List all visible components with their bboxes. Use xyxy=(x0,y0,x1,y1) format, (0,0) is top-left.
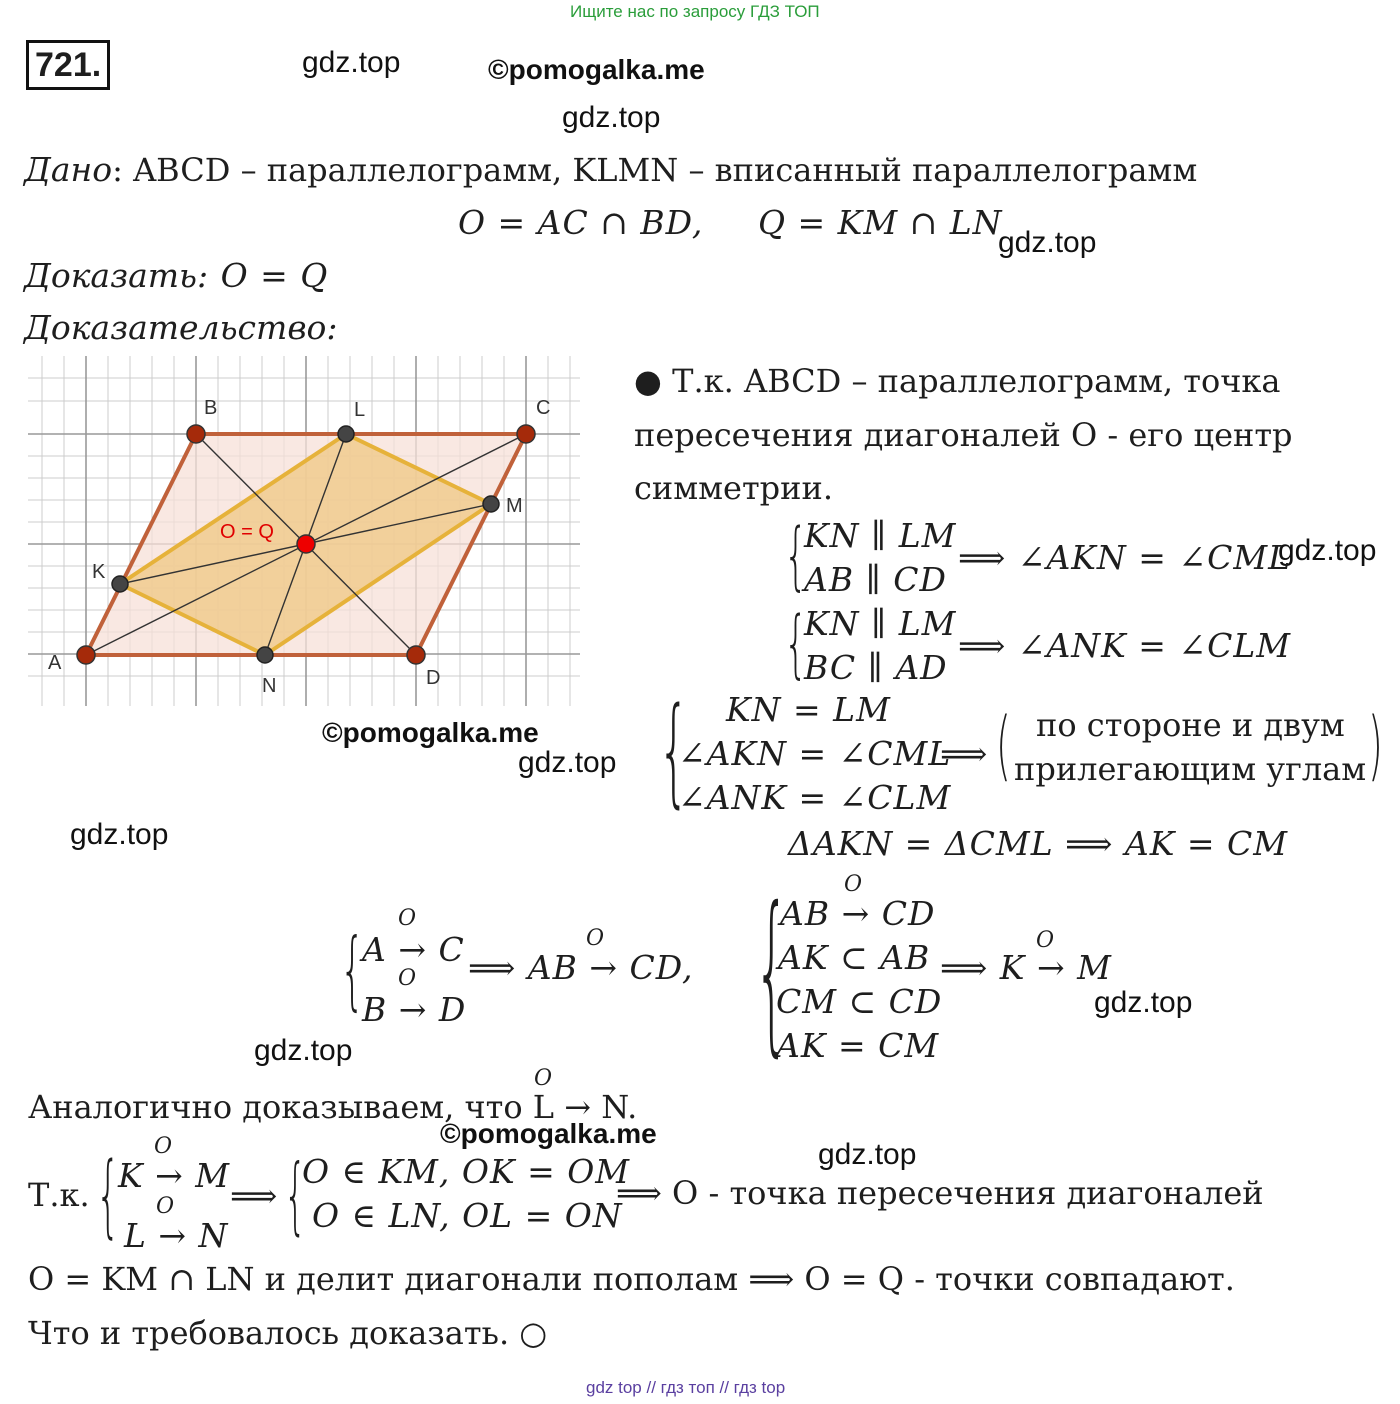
sys7-sym1: O xyxy=(154,1134,174,1159)
sys3-note-2: прилегающим углам xyxy=(1014,750,1367,788)
prove-text: : O = Q xyxy=(197,256,329,295)
sys6-sym2: O xyxy=(1036,928,1056,953)
sys7-sym2: O xyxy=(156,1194,176,1219)
point-l xyxy=(338,426,354,442)
label-d: D xyxy=(426,667,441,689)
label-b: B xyxy=(204,397,218,419)
sys7-row2: L → N xyxy=(124,1216,229,1255)
sys7-row3: O ∈ KM, OK = OM xyxy=(302,1152,631,1191)
sys3-row1: KN = LM xyxy=(726,690,891,729)
sys5-sym2: O xyxy=(398,966,418,991)
prove-line xyxy=(24,256,328,295)
sys5-sym1: O xyxy=(398,906,418,931)
proof-label: Доказательство: xyxy=(24,308,338,347)
parallelogram-figure xyxy=(28,356,580,706)
watermark-gdz: gdz.top xyxy=(518,746,617,779)
top-banner: Ищите нас по запросу ГДЗ ТОП xyxy=(570,2,820,21)
watermark-gdz: gdz.top xyxy=(562,101,661,134)
sys1-result: ⟹ ∠AKN = ∠CML xyxy=(958,538,1292,577)
watermark-gdz: gdz.top xyxy=(1278,534,1377,567)
point-c xyxy=(517,425,535,443)
reason-line-2: пересечения диагоналей O - его центр xyxy=(634,416,1293,454)
sys3-row3: ∠ANK = ∠CLM xyxy=(678,778,952,817)
qed-line: Что и требовалось доказать. ○ xyxy=(28,1314,548,1352)
sys3-row2: ∠AKN = ∠CML xyxy=(678,734,952,773)
paren-left: ( xyxy=(996,700,1011,789)
label-n: N xyxy=(262,675,277,697)
sys2-result: ⟹ ∠ANK = ∠CLM xyxy=(958,626,1292,665)
sys6-result: ⟹ K → M xyxy=(940,948,1112,987)
sys2-row1: KN ∥ LM xyxy=(804,604,957,643)
label-k: K xyxy=(92,561,106,583)
paren-right: ) xyxy=(1368,700,1383,789)
analog-sym: O xyxy=(534,1066,554,1091)
problem-number: 721. xyxy=(26,40,110,90)
reason-line-1: ● Т.к. ABCD – параллелограмм, точка xyxy=(634,362,1281,400)
sys5-sym3: O xyxy=(586,926,606,951)
sys5-row1: A → C xyxy=(362,930,465,969)
triangle-equality: ΔAKN = ΔCML ⟹ AK = CM xyxy=(788,824,1289,863)
sys6-row4: AK = CM xyxy=(776,1026,940,1065)
brace: { xyxy=(658,681,690,819)
tk-label: Т.к. xyxy=(28,1176,90,1214)
label-l: L xyxy=(354,399,366,421)
brace: { xyxy=(784,601,808,687)
sys2-row2: BC ∥ AD xyxy=(804,648,948,687)
watermark-gdz: gdz.top xyxy=(302,46,401,79)
sys7-row1: K → M xyxy=(118,1156,231,1195)
sys5-row2: B → D xyxy=(362,990,467,1029)
reason-line-3: симметрии. xyxy=(634,469,833,507)
watermark-gdz: gdz.top xyxy=(998,226,1097,259)
brace: { xyxy=(284,1146,307,1244)
watermark-gdz: gdz.top xyxy=(254,1034,353,1067)
sys1-row2: AB ∥ CD xyxy=(804,560,948,599)
sys3-note-1: по стороне и двум xyxy=(1036,706,1345,744)
watermark-gdz: gdz.top xyxy=(818,1138,917,1171)
brace: { xyxy=(754,870,790,1073)
point-a xyxy=(77,646,95,664)
prove-label: Доказать xyxy=(24,256,198,295)
watermark-gdz: gdz.top xyxy=(1094,986,1193,1019)
brace: { xyxy=(340,920,365,1020)
watermark-pomogalka: ©pomogalka.me xyxy=(322,717,539,748)
watermark-pomogalka: ©pomogalka.me xyxy=(440,1118,657,1149)
label-m: M xyxy=(506,495,523,517)
sys6-sym1: O xyxy=(844,872,864,897)
sys5-result: ⟹ AB → CD, xyxy=(468,948,694,987)
analog-line: Аналогично доказываем, что L → N. xyxy=(28,1088,638,1126)
sys3-arrow: ⟹ xyxy=(940,734,989,773)
point-o xyxy=(297,535,315,553)
point-d xyxy=(407,646,425,664)
sys7-arrow: ⟹ xyxy=(230,1176,279,1215)
sys1-row1: KN ∥ LM xyxy=(804,516,957,555)
given-o-def: O = AC ∩ BD, xyxy=(458,203,704,242)
label-o-q: O = Q xyxy=(220,521,274,543)
given-label: Дано xyxy=(24,150,113,189)
point-b xyxy=(187,425,205,443)
point-m xyxy=(483,496,499,512)
given-text: : ABCD – параллелограмм, KLMN – вписанный параллелограмм xyxy=(112,151,1198,189)
sys6-row1: AB → CD xyxy=(780,894,936,933)
point-k xyxy=(112,576,128,592)
sys7-result: ⟹ O - точка пересечения диагоналей xyxy=(616,1174,1264,1212)
point-n xyxy=(257,647,273,663)
given-q-def: Q = KM ∩ LN xyxy=(758,203,1003,242)
footer-links: gdz top // гдз топ // гдз top xyxy=(586,1378,786,1397)
brace: { xyxy=(784,513,808,599)
sys6-row3: CM ⊂ CD xyxy=(776,982,943,1021)
watermark-pomogalka: ©pomogalka.me xyxy=(488,54,705,85)
label-a: A xyxy=(48,652,62,674)
sys7-row4: O ∈ LN, OL = ON xyxy=(312,1196,623,1235)
watermark-gdz: gdz.top xyxy=(70,818,169,851)
sys6-row2: AK ⊂ AB xyxy=(778,938,931,977)
label-c: C xyxy=(536,397,551,419)
brace: { xyxy=(96,1143,121,1248)
conclusion-line: O = KM ∩ LN и делит диагонали пополам ⟹ O = Q - точки совпадают. xyxy=(28,1260,1235,1298)
given-line xyxy=(24,150,1197,189)
